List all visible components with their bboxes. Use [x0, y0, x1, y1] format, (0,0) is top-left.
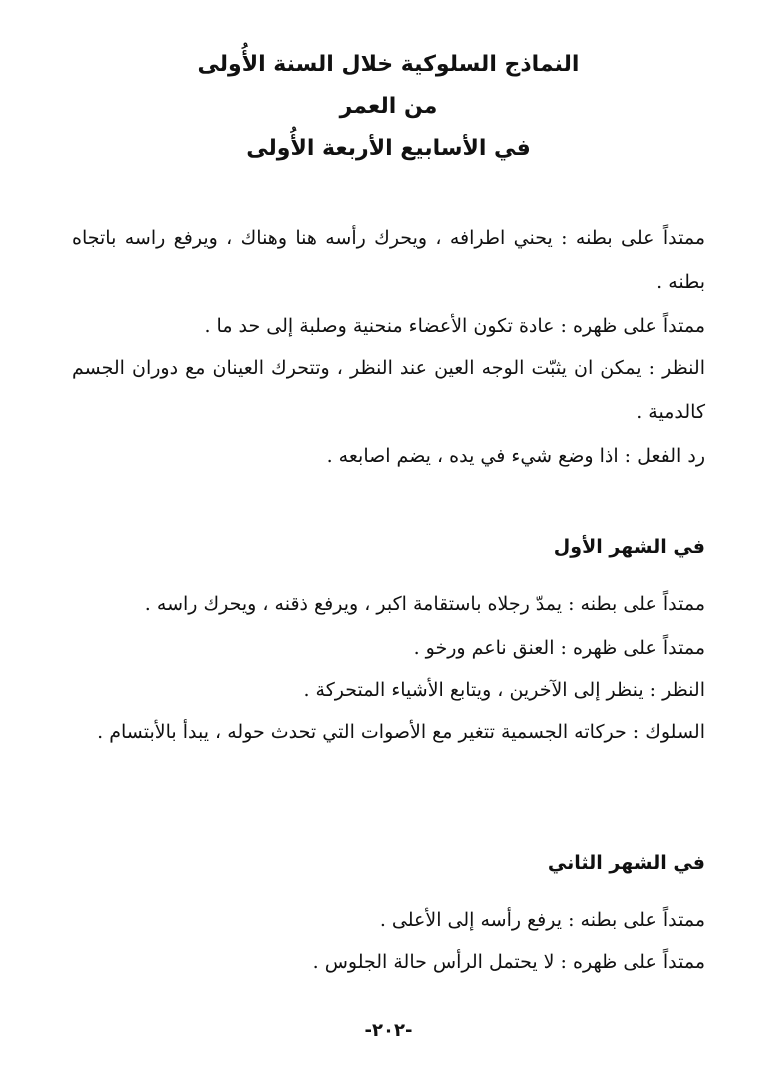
title-line-3: في الأسابيع الأربعة الأُولى — [246, 136, 531, 161]
weeks-paragraph-prone: ممتداً على بطنه : يحني اطرافه ، ويحرك رأسه هنا وهناك ، ويرفع راسه باتجاه بطنه . — [72, 227, 705, 293]
page-number: -٢٠٢- — [364, 1020, 413, 1041]
weeks-paragraph-reflex: رد الفعل : اذا وضع شيء في يده ، يضم اصابعه . — [326, 445, 705, 467]
weeks-paragraph-vision: النظر : يمكن ان يثبّت الوجه العين عند النظر ، وتتحرك العينان مع دوران الجسم كالدمية . — [72, 357, 705, 423]
second-month-paragraph-supine: ممتداً على ظهره : لا يحتمل الرأس حالة الجلوس . — [312, 951, 705, 973]
title-line-1: النماذج السلوكية خلال السنة الأُولى — [197, 52, 580, 77]
first-month-heading: في الشهر الأول — [553, 536, 705, 558]
title-line-2: من العمر — [339, 94, 438, 119]
page-title — [72, 44, 705, 170]
first-month-paragraph-prone: ممتداً على بطنه : يمدّ رجلاه باستقامة اكبر ، ويرفع ذقنه ، ويحرك راسه . — [144, 593, 705, 615]
book-page — [72, 0, 705, 1079]
first-month-paragraph-vision: النظر : ينظر إلى الآخرين ، ويتابع الأشياء المتحركة . — [303, 679, 705, 701]
first-month-paragraph-behavior: السلوك : حركاته الجسمية تتغير مع الأصوات التي تحدث حوله ، يبدأ بالأبتسام . — [97, 721, 705, 743]
second-month-heading: في الشهر الثاني — [547, 852, 705, 874]
first-month-paragraph-supine: ممتداً على ظهره : العنق ناعم ورخو . — [413, 637, 705, 659]
weeks-paragraph-supine: ممتداً على ظهره : عادة تكون الأعضاء منحنية وصلبة إلى حد ما . — [204, 315, 705, 337]
second-month-paragraph-prone: ممتداً على بطنه : يرفع رأسه إلى الأعلى . — [379, 909, 705, 931]
